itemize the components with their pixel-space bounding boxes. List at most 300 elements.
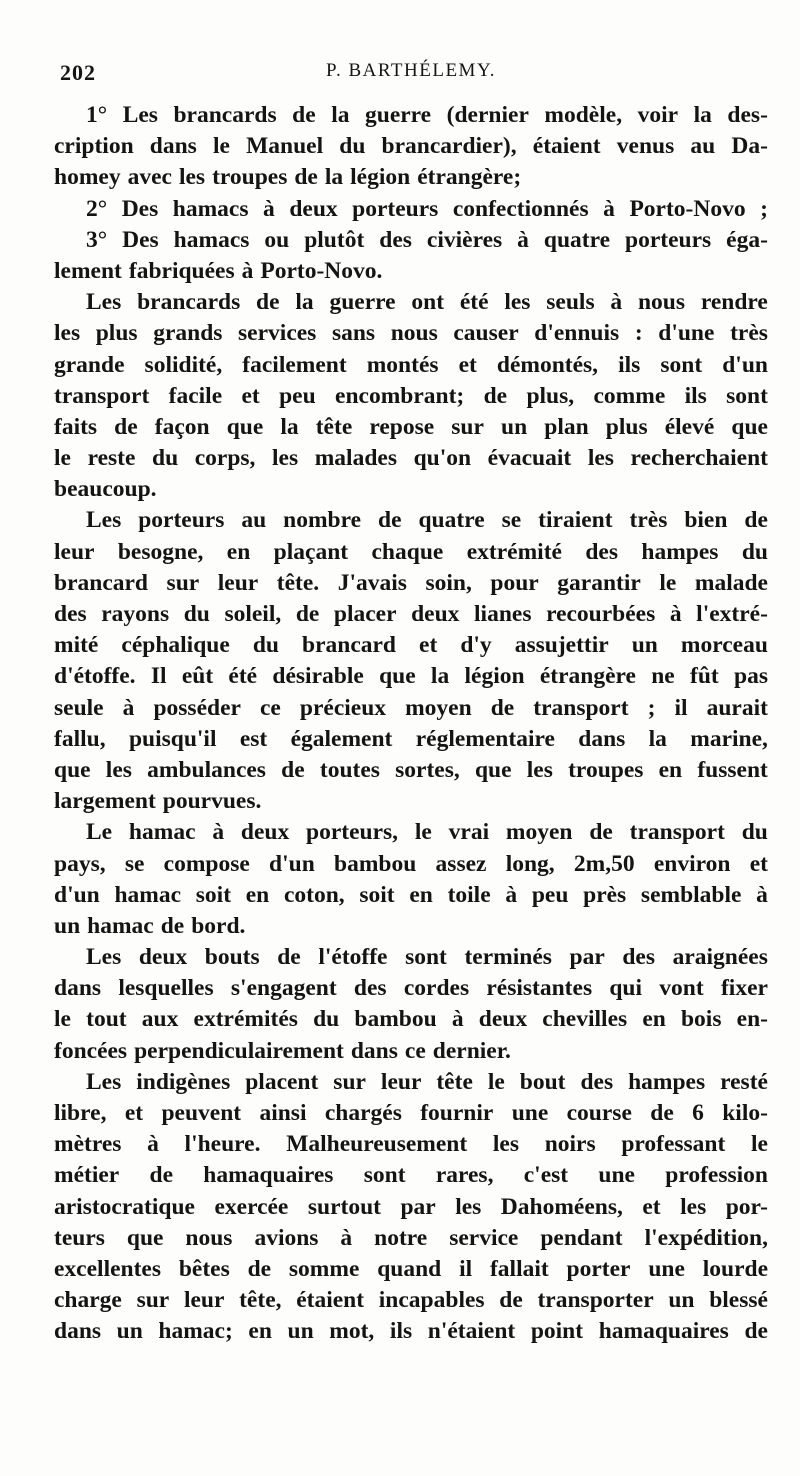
word: à xyxy=(451,1006,464,1033)
word: un xyxy=(631,632,658,659)
word: araignées xyxy=(672,944,768,971)
word: à xyxy=(122,694,135,721)
word: perpendiculairement xyxy=(134,1037,344,1064)
word: les xyxy=(272,445,299,472)
word: sont xyxy=(726,382,768,409)
word: noirs xyxy=(544,1131,596,1158)
word: toutes xyxy=(319,756,380,783)
word: libre, xyxy=(54,1100,107,1126)
word: quatre xyxy=(418,507,485,534)
word: brancardier), xyxy=(381,133,517,160)
word: du xyxy=(152,445,179,472)
word: porter xyxy=(566,1255,631,1282)
word: Les xyxy=(122,102,158,128)
word: les xyxy=(455,1193,482,1220)
text-line xyxy=(54,661,768,692)
word: Le xyxy=(86,819,113,846)
word: des xyxy=(585,538,618,565)
word: se xyxy=(124,850,145,877)
text-line xyxy=(54,849,768,880)
word: sans xyxy=(331,320,376,347)
word: sur xyxy=(136,1287,170,1314)
word: d'y xyxy=(460,632,492,659)
word: venus xyxy=(616,133,675,160)
word: fussent xyxy=(697,756,768,783)
word: nous xyxy=(637,289,686,316)
word: posséder xyxy=(153,694,241,721)
word: blessé xyxy=(709,1287,768,1314)
word: J'avais xyxy=(337,569,407,596)
word: de xyxy=(744,507,768,534)
word: les xyxy=(492,1131,519,1158)
word: une xyxy=(598,1162,635,1189)
word: la xyxy=(295,289,314,316)
text-line xyxy=(54,973,768,1004)
word: sont xyxy=(660,351,703,378)
word: bêtes xyxy=(178,1255,230,1282)
word: avec xyxy=(127,164,172,191)
word: dans xyxy=(54,975,102,1002)
word: porteurs, xyxy=(306,819,399,846)
word: ambulances xyxy=(147,756,266,783)
word: de xyxy=(483,382,508,409)
word: que xyxy=(126,1224,164,1251)
word: semblable xyxy=(640,881,742,908)
word: d'un xyxy=(722,351,768,378)
word: est xyxy=(239,725,268,752)
word: qu'on xyxy=(413,445,472,472)
text-line xyxy=(54,505,768,536)
text-line xyxy=(54,131,768,162)
word: civières xyxy=(426,226,503,253)
word: aux xyxy=(141,1006,179,1033)
text-line xyxy=(54,786,768,817)
word: pas xyxy=(734,663,768,690)
word: des xyxy=(379,226,412,253)
word: l'heure. xyxy=(184,1131,261,1158)
word: un xyxy=(287,1318,314,1345)
word: avions xyxy=(254,1224,319,1251)
word: en xyxy=(226,538,251,565)
word: été xyxy=(459,289,489,316)
word: dans xyxy=(149,133,197,160)
word: largement xyxy=(54,788,156,815)
word: deux xyxy=(240,819,290,846)
word: en- xyxy=(736,1006,768,1033)
word: du xyxy=(183,601,210,627)
word: encombrant; xyxy=(335,382,465,409)
word: un xyxy=(54,912,81,939)
word: le xyxy=(414,819,432,846)
word: bois xyxy=(680,1006,722,1033)
word: brancards xyxy=(173,102,277,128)
word: lesquelles xyxy=(118,975,214,1002)
word: ne xyxy=(651,663,675,690)
word: deux xyxy=(478,1006,528,1033)
word: terminés xyxy=(464,944,552,971)
word: des xyxy=(353,975,387,1002)
word: confectionnés xyxy=(452,195,589,222)
word: que xyxy=(226,413,264,440)
word: morceau xyxy=(680,632,768,659)
word: malade xyxy=(694,569,768,596)
word: cordes xyxy=(403,975,470,1002)
word: malades xyxy=(314,445,397,472)
word: de xyxy=(378,507,402,534)
word: précieux xyxy=(299,694,387,721)
text-line xyxy=(54,162,768,193)
word: et xyxy=(749,850,768,877)
word: que xyxy=(731,413,768,440)
word: d'une xyxy=(658,320,715,347)
word: aristocratique xyxy=(54,1193,195,1220)
text-line xyxy=(54,1285,768,1316)
word: puisqu'il xyxy=(128,725,217,752)
word: kilo- xyxy=(722,1100,768,1126)
word: des xyxy=(54,601,87,627)
word: Da- xyxy=(731,133,768,160)
word: pays, xyxy=(54,850,106,877)
word: à xyxy=(505,881,518,908)
word: hampes xyxy=(641,538,719,565)
page-header xyxy=(54,54,768,88)
word: le xyxy=(487,1068,505,1095)
word: modèle, xyxy=(544,102,623,128)
word: et xyxy=(458,351,477,378)
word: que xyxy=(54,756,91,783)
word: profession xyxy=(665,1162,768,1189)
text-line xyxy=(54,1004,768,1035)
word: à xyxy=(669,601,682,627)
word: du xyxy=(741,819,768,846)
word: les xyxy=(587,445,614,472)
word: à xyxy=(147,1131,159,1158)
word: plus xyxy=(605,413,648,440)
word: tête xyxy=(436,1068,473,1095)
word: que xyxy=(379,663,416,690)
word: hamaquaires xyxy=(598,1318,729,1345)
word: la xyxy=(648,725,667,752)
word: deux xyxy=(289,195,338,222)
word: fallu, xyxy=(54,725,106,752)
word: Malheureusement xyxy=(286,1131,468,1158)
word: par xyxy=(400,1193,436,1220)
word: plan xyxy=(544,413,589,440)
word: leur xyxy=(217,569,259,596)
text-line xyxy=(54,880,768,911)
word: montés xyxy=(366,351,439,378)
word: les xyxy=(54,320,81,347)
word: de xyxy=(294,164,318,191)
word: de xyxy=(490,694,515,721)
word: compose xyxy=(163,850,250,877)
word: assujettir xyxy=(514,632,609,659)
text-line xyxy=(54,381,768,412)
word: soin, xyxy=(425,569,472,596)
text-line xyxy=(54,911,768,942)
word: pendant xyxy=(540,1224,623,1251)
word: transport xyxy=(54,382,150,409)
word: fallait xyxy=(489,1255,549,1282)
book-page xyxy=(54,54,768,1348)
word: lourde xyxy=(702,1255,768,1282)
word: rares, xyxy=(435,1162,494,1189)
text-line xyxy=(54,350,768,381)
word: facilement xyxy=(242,351,347,378)
word: à xyxy=(610,289,623,316)
word: étrangère xyxy=(539,663,636,690)
word: chevilles xyxy=(542,1006,628,1033)
word: tête, xyxy=(239,1287,282,1314)
word: Des xyxy=(122,226,159,253)
text-line xyxy=(54,256,768,287)
word: dans xyxy=(350,1037,398,1064)
word: surtout xyxy=(307,1193,381,1220)
word: repose xyxy=(369,413,435,440)
word: la xyxy=(693,102,712,128)
word: les xyxy=(105,756,132,783)
word: plutôt xyxy=(304,226,365,253)
word: de xyxy=(281,756,305,783)
word: 6 xyxy=(692,1100,704,1126)
word: dans xyxy=(578,725,626,752)
word: de xyxy=(114,413,138,440)
word: très xyxy=(629,507,668,534)
word: extrémités xyxy=(193,1006,298,1033)
word: de xyxy=(149,1162,174,1189)
word: tiraient xyxy=(538,507,613,534)
word: la xyxy=(430,663,450,690)
word: démontés, xyxy=(496,351,599,378)
word: placent xyxy=(245,1068,319,1095)
word: ; xyxy=(760,195,768,222)
word: du xyxy=(339,133,366,160)
word: assez xyxy=(435,850,487,877)
word: hamac xyxy=(87,912,154,939)
word: les xyxy=(680,1193,707,1220)
word: fournir xyxy=(420,1100,494,1126)
text-line xyxy=(54,1254,768,1285)
word: troupes xyxy=(212,164,288,191)
word: voir xyxy=(637,102,679,128)
page-number: 202 xyxy=(60,60,96,85)
word: ce xyxy=(404,1037,426,1064)
word: peuvent xyxy=(161,1100,242,1126)
word: rayons xyxy=(101,601,170,627)
word: à xyxy=(340,1224,353,1251)
word: se xyxy=(501,507,522,534)
word: fabriquées xyxy=(128,257,235,284)
word: mot, xyxy=(329,1318,375,1345)
word: l'extré- xyxy=(696,601,768,627)
word: eût xyxy=(181,663,214,690)
word: notre xyxy=(374,1224,428,1251)
word: ils xyxy=(684,382,707,409)
word: comme xyxy=(593,382,666,409)
word: plaçant xyxy=(273,538,349,565)
word: soit xyxy=(195,881,232,908)
word: brancards xyxy=(137,289,241,316)
text-line xyxy=(54,287,768,318)
word: teurs xyxy=(54,1224,105,1251)
text-line xyxy=(54,443,768,474)
word: recherchaient xyxy=(630,445,768,472)
word: chargés xyxy=(324,1100,402,1126)
word: facile xyxy=(168,382,223,409)
word: placer xyxy=(333,601,397,627)
word: de xyxy=(292,102,316,128)
word: reste xyxy=(87,445,136,472)
word: transport xyxy=(629,819,725,846)
word: grands xyxy=(153,320,223,347)
word: légion xyxy=(350,164,411,191)
word: et xyxy=(241,382,260,409)
word: seuls xyxy=(546,289,595,316)
word: guerre xyxy=(365,102,432,128)
word: la xyxy=(324,164,344,191)
word: réglementaire xyxy=(415,725,555,752)
word: quand xyxy=(377,1255,442,1282)
word: de xyxy=(499,1287,523,1314)
word: extrémité xyxy=(466,538,562,565)
text-line xyxy=(54,942,768,973)
text-line xyxy=(54,599,768,630)
word: en xyxy=(658,756,683,783)
text-line xyxy=(54,755,768,786)
word: leur xyxy=(54,538,95,565)
word: par xyxy=(569,944,605,971)
text-line xyxy=(54,1129,768,1160)
word: bord. xyxy=(191,912,246,939)
word: et xyxy=(419,632,438,659)
word: nous xyxy=(185,1224,233,1251)
word: le xyxy=(54,445,71,472)
word: besogne, xyxy=(117,538,204,565)
word: hamac xyxy=(128,819,196,846)
word: 1° xyxy=(86,102,108,128)
word: toile xyxy=(447,881,491,908)
word: l'étoffe xyxy=(318,944,388,971)
word: les xyxy=(526,756,553,783)
word: plus xyxy=(95,320,138,347)
word: bouts xyxy=(204,944,260,971)
word: l'expédition, xyxy=(644,1224,768,1251)
word: Manuel xyxy=(246,133,324,160)
word: mité xyxy=(54,632,99,659)
word: quatre xyxy=(543,226,611,253)
word: leur xyxy=(380,1068,422,1095)
word: moyen xyxy=(405,694,472,721)
word: à xyxy=(603,195,615,222)
word: près xyxy=(583,881,627,908)
word: tête xyxy=(315,413,353,440)
word: hamacs xyxy=(172,195,249,222)
word: homey xyxy=(54,164,121,191)
word: seule xyxy=(54,694,104,721)
word: : xyxy=(634,320,643,347)
word: Les xyxy=(86,944,122,971)
text-line xyxy=(54,537,768,568)
word: de xyxy=(247,1255,272,1282)
word: sur xyxy=(451,413,484,440)
word: désirable xyxy=(272,663,364,690)
word: n'étaient xyxy=(427,1318,516,1345)
word: du xyxy=(741,538,768,565)
word: pourvues. xyxy=(162,788,262,815)
word: brancard xyxy=(54,569,148,596)
word: du xyxy=(313,1006,340,1033)
word: ont xyxy=(411,289,445,316)
word: incapables xyxy=(378,1287,485,1314)
word: solidité, xyxy=(144,351,223,378)
word: s'engagent xyxy=(230,975,337,1002)
word: métier xyxy=(54,1162,120,1189)
word: corps, xyxy=(194,445,256,472)
text-line xyxy=(54,412,768,443)
word: en xyxy=(248,1318,272,1345)
word: les xyxy=(178,164,206,191)
word: et xyxy=(124,1100,144,1126)
word: somme xyxy=(288,1255,360,1282)
word: 2m,50 xyxy=(573,850,635,877)
word: porteurs xyxy=(138,507,225,534)
text-line xyxy=(54,474,768,505)
word: que xyxy=(474,756,512,783)
word: au xyxy=(241,507,267,534)
word: qui xyxy=(609,975,643,1002)
word: Dahoméens, xyxy=(500,1193,623,1220)
word: un xyxy=(116,1318,143,1345)
word: sur xyxy=(333,1068,366,1095)
word: faits xyxy=(54,413,98,440)
word: point xyxy=(530,1318,584,1345)
word: fixer xyxy=(720,975,768,1002)
word: services xyxy=(238,320,317,347)
word: façon xyxy=(154,413,210,440)
text-line xyxy=(54,1316,768,1347)
word: brancard xyxy=(302,632,396,659)
word: vrai xyxy=(448,819,490,846)
word: hamacs xyxy=(173,226,250,253)
word: étaient xyxy=(532,133,601,160)
word: soit xyxy=(359,881,395,908)
word: le xyxy=(659,569,677,596)
text-line xyxy=(54,693,768,724)
word: rendre xyxy=(700,289,768,316)
word: éga- xyxy=(726,226,768,253)
word: porteurs xyxy=(625,226,712,253)
word: Les xyxy=(86,289,122,316)
word: service xyxy=(449,1224,519,1251)
text-line xyxy=(54,1192,768,1223)
word: de xyxy=(277,944,301,971)
word: recourbées xyxy=(546,601,656,627)
word: de xyxy=(744,1318,768,1345)
word: guerre xyxy=(329,289,396,316)
word: peu xyxy=(531,881,569,908)
word: en xyxy=(245,881,270,908)
word: Des xyxy=(121,195,159,222)
text-line xyxy=(54,1160,768,1191)
word: ; xyxy=(647,694,656,721)
word: pour xyxy=(490,569,539,596)
word: du xyxy=(252,632,279,659)
word: et xyxy=(642,1193,661,1220)
word: la xyxy=(280,413,299,440)
word: lement xyxy=(54,257,122,284)
word: tête. xyxy=(276,569,320,596)
word: à xyxy=(263,195,275,222)
